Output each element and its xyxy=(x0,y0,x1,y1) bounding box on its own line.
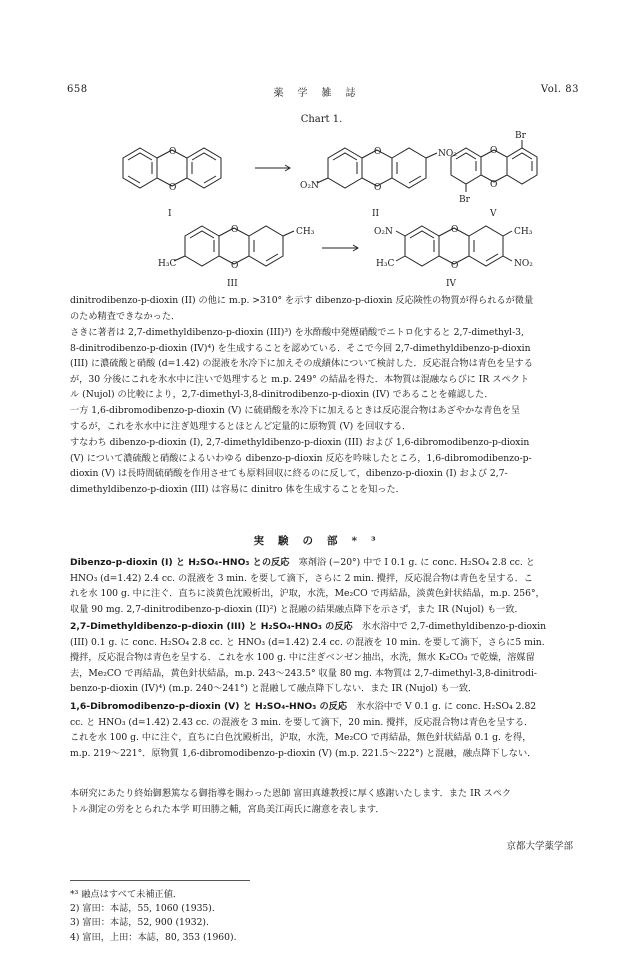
experimental-entry xyxy=(70,699,580,761)
label-br-top: Br xyxy=(515,131,526,141)
label-ch3: CH₃ xyxy=(514,227,533,237)
footnote: 3) 富田：本誌，52, 900 (1932). xyxy=(70,917,209,929)
experimental-entry xyxy=(70,619,580,697)
label-compound-I: I xyxy=(168,209,172,219)
label-compound-IV: IV xyxy=(446,279,457,289)
footnote: *³ 融点はすべて未補正値． xyxy=(70,889,183,900)
entry-body: 氷水浴中で 2,7-dimethyldibenzo-p-dioxin (III) 0.1 g. に conc. H₂SO₄ 2.8 cc. と HNO₃ (d=1.42) 2.4 cc. の混液を 10 min. を要して滴下，さらに5 min. 攪拌，反応混合物は青色を呈する．これを水 100 g. 中に注ぎベンゼン抽出，水洗，無水 K₂CO₃ で乾燥，溶媒留 去，Me₂CO で再結晶，黄色針状結晶，m.p. 243〜243.5° 収量 80 mg. 本物質は 2,7-dimethyl-3,8-dinitrodi- benzo-p-dioxin (IV)⁴) (m.p. 240〜241°) と混融して融点降下しない．また IR (Nujol) も一致． xyxy=(70,621,547,695)
body-paragraph: さきに著者は 2,7-dimethyldibenzo-p-dioxin (III)³) を氷酢酸中発煙硝酸でニトロ化すると 2,7-dimethyl-3, 8-dinitrodibenzo-p-dioxin (IV)⁴) を生成することを認めている．そこで今回 2,7-dimethyldibenzo-p-dioxin (III) に濃硫酸と硝酸 (d=1.42) の混液を氷冷下に加えその成績体について検討した．反応混合物は青色を呈する が，30 分後にこれを氷水中に注いで処理すると m.p. 249° の結晶を得た．本物質は混融ならびに IR スペクト ル (Nujol) の比較により，2,7-dimethyl-3,8-dinitrodibenzo-p-dioxin (IV) であることを確認した． xyxy=(70,327,533,401)
footnote: 2) 富田：本誌，55, 1060 (1935). xyxy=(70,903,215,915)
entry-heading: 1,6-Dibromodibenzo-p-dioxin (V) と H₂SO₄-HNO₃ の反応 xyxy=(70,701,348,712)
body-paragraph: すなわち dibenzo-p-dioxin (I), 2,7-dimethyldibenzo-p-dioxin (III) および 1,6-dibromodibenzo-p-dioxin (V) について濃硫酸と硝酸によるいわゆる dibenzo-p-dioxin 反応を吟味したところ，1,6-dibromodibenzo-p- dioxin (V) は長時間硫硝酸を作用させても原料回収に終るのに反して，dibenzo-p-dioxin (I) および 2,7- dimethyldibenzo-p-dioxin (III) は容易に dinitro 体を生成することを知った． xyxy=(70,437,532,495)
label-oxygen: O xyxy=(374,147,382,157)
experimental-entry xyxy=(70,555,580,617)
body-paragraph: 一方 1,6-dibromodibenzo-p-dioxin (V) に硫硝酸を氷冷下に加えるときは反応混合物はあざやかな青色を呈 するが，これを氷水中に注ぎ処理するとほとんど定量的に原物質 (V) を回収する． xyxy=(70,405,521,432)
acknowledgement: 本研究にあたり終始御懇篤なる御指導を賜わった恩師 富田真雄教授に厚く感謝いたします．また IR スペク トル測定の労をとられた本学 町田勝之輔，宮島美江両氏に謝意を表します． xyxy=(70,788,512,815)
label-compound-III: III xyxy=(227,279,238,289)
label-oxygen: O xyxy=(374,183,382,193)
entry-heading: Dibenzo-p-dioxin (I) と H₂SO₄-HNO₃ との反応 xyxy=(70,557,290,568)
body-paragraph: dinitrodibenzo-p-dioxin (II) の他に m.p. >310° を示す dibenzo-p-dioxin 反応険性の物質が得られるが微量 のため精査できなかった． xyxy=(70,295,534,322)
journal-title: 薬学雑誌 xyxy=(273,88,370,99)
label-o2n: O₂N xyxy=(300,181,319,191)
label-no2: NO₂ xyxy=(438,149,457,159)
chemical-structures-chart xyxy=(110,126,533,289)
label-compound-II: II xyxy=(372,209,380,219)
label-h3c: H₃C xyxy=(376,259,395,269)
label-compound-V: V xyxy=(490,209,497,219)
label-oxygen: O xyxy=(169,183,177,193)
label-oxygen: O xyxy=(231,261,239,271)
chart-title: Chart 1. xyxy=(300,114,343,125)
label-oxygen: O xyxy=(231,225,239,235)
label-oxygen: O xyxy=(490,146,498,156)
label-ch3: CH₃ xyxy=(296,227,315,237)
footnote-divider xyxy=(70,880,250,881)
footnotes xyxy=(70,888,237,945)
label-oxygen: O xyxy=(490,180,498,190)
label-o2n: O₂N xyxy=(374,227,393,237)
page-number: 658 xyxy=(67,84,88,95)
footnote: 4) 富田，上田：本誌，80, 353 (1960). xyxy=(70,931,237,943)
entry-heading: 2,7-Dimethyldibenzo-p-dioxin (III) と H₂SO₄-HNO₃ の反応 xyxy=(70,621,353,632)
entry-body: 寒剤浴 (−20°) 中で I 0.1 g. に conc. H₂SO₄ 2.8 cc. と HNO₃ (d=1.42) 2.4 cc. の混液を 3 min. を要して滴下，さらに 2 min. 攪拌，反応混合物は青色を呈する．こ れを水 100 g. 中に注ぐ．直ちに淡黄色沈殿析出，沪取，水洗，Me₂CO で再結晶，淡黄色針状結晶，m.p. 256°， 収量 90 mg. 2,7-dinitrodibenzo-p-dioxin (II)²) と混融の結果融点降下を示さず，また IR (Nujol) も一致． xyxy=(70,557,545,615)
label-h3c: H₃C xyxy=(158,259,177,269)
label-oxygen: O xyxy=(169,147,177,157)
section-title: 実験の部*³ xyxy=(253,535,390,547)
affiliation: 京都大学薬学部 xyxy=(506,841,573,852)
label-no2: NO₂ xyxy=(514,259,533,269)
label-oxygen: O xyxy=(451,261,459,271)
volume-label: Vol. 83 xyxy=(540,84,579,95)
label-br-bottom: Br xyxy=(459,195,470,205)
label-oxygen: O xyxy=(451,225,459,235)
entry-body: 氷水浴中で V 0.1 g. に conc. H₂SO₄ 2.82 cc. と HNO₃ (d=1.42) 2.43 cc. の混液を 3 min. を要して滴下，20 min. 攪拌，反応混合物は青色を呈する． これを水 100 g. 中に注ぐ，直ちに白色沈殿析出，沪取，水洗，Me₂CO で再結晶，無色針状結晶 0.1 g. を得， m.p. 219〜221°．原物質 1,6-dibromodibenzo-p-dioxin (V) (m.p. 221.5〜222°) と混融，融点降下しない． xyxy=(70,701,537,759)
